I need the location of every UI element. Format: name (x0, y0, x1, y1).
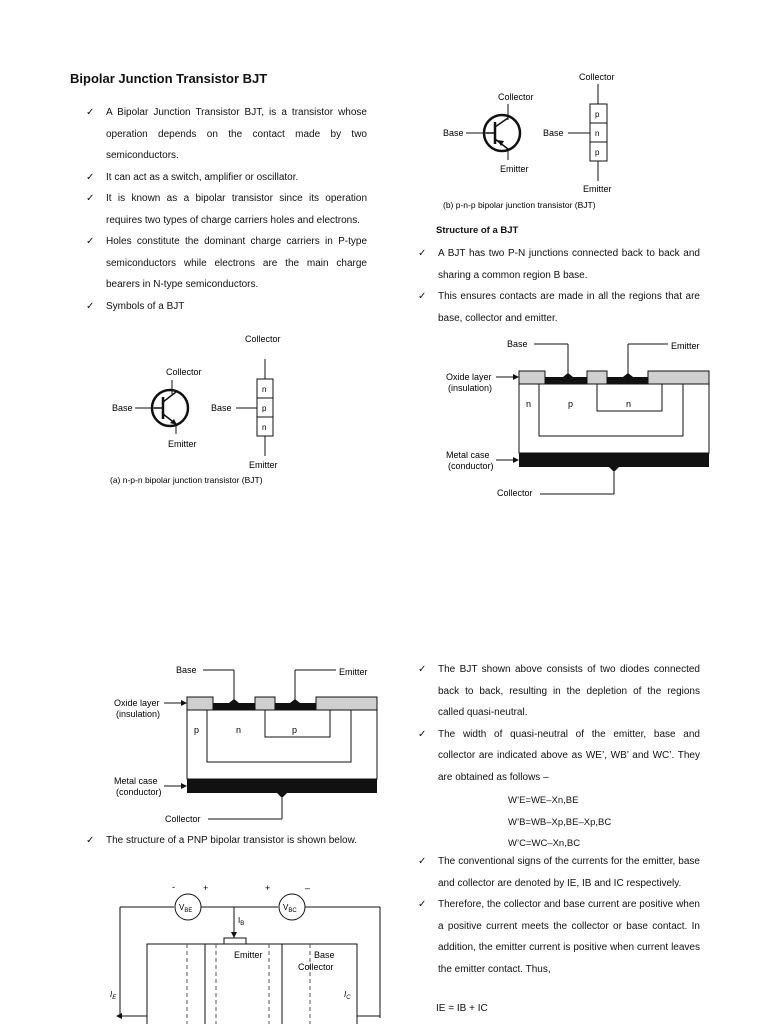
npn-metal-label: Metal case (446, 450, 490, 460)
list-item: ✓ Therefore, the collector and base current are positive when a positive current meets the collector or base contact. In addition, the emitter current is positive when current leaves the emitter contact. Thus, (418, 894, 700, 980)
vbc-sub: BC (288, 908, 297, 914)
pnp-layer: n (595, 129, 600, 138)
vbc-minus: – (305, 883, 311, 893)
pnp-circuit-diagram (112, 880, 387, 1024)
pnp-caption: (b) p-n-p bipolar junction transistor (BJT) (443, 200, 596, 210)
npn-struct-emitter-label: Emitter (671, 341, 700, 351)
svg-text:VBE (179, 903, 192, 914)
pnp-region: p (194, 725, 200, 735)
list-item: ✓ This ensures contacts are made in all the regions that are base, collector and emitter. (418, 286, 700, 329)
pnp-layer: p (595, 148, 600, 157)
pnp-metal-label: Metal case (114, 776, 158, 786)
npn-layer: n (262, 385, 267, 394)
equation-block (508, 790, 611, 855)
npn-layer: n (262, 423, 267, 432)
pnp-oxide-sub: (insulation) (116, 709, 161, 719)
current-equation: IE = IB + IC (436, 1003, 488, 1014)
npn-collector-label: Collector (166, 367, 202, 377)
npn-region: p (568, 399, 574, 409)
npn-caption: (a) n-p-n bipolar junction transistor (BJT) (110, 475, 263, 485)
list-item: ✓ It is known as a bipolar transistor since its operation requires two types of charge carriers holes and electrons. (86, 188, 367, 231)
structure-heading: Structure of a BJT (436, 225, 519, 236)
npn-oxide-label: Oxide layer (446, 372, 492, 382)
pnp-struct-emitter-label: Emitter (339, 667, 368, 677)
circuit-emitter-label: Emitter (234, 950, 263, 960)
pnp-emitter-label: Emitter (500, 164, 529, 174)
npn-metal-sub: (conductor) (448, 461, 494, 471)
pnp-region: p (292, 725, 298, 735)
ib-sub: B (240, 921, 245, 927)
page-title: Bipolar Junction Transistor BJT (70, 71, 268, 86)
circuit-base-label: Base (314, 950, 335, 960)
npn-region: n (626, 399, 632, 409)
npn-symbol-diagram (100, 334, 340, 492)
pnp-struct-base-label: Base (176, 665, 197, 675)
npn-layer: p (262, 404, 267, 413)
pnp-metal-sub: (conductor) (116, 787, 162, 797)
ie-sub: E (112, 995, 117, 1001)
npn-emitter-label: Emitter (168, 439, 197, 449)
list-item: ✓ A Bipolar Junction Transistor BJT, is a transistor whose operation depends on the contact made by two semiconductors. (86, 102, 367, 167)
ib-label: I (238, 916, 241, 925)
pnp-symbol-diagram (438, 68, 678, 218)
quasi-neutral-list (418, 659, 700, 788)
list-item: ✓ The BJT shown above consists of two diodes connected back to back, resulting in the depletion of the regions called quasi-neutral. (418, 659, 700, 724)
vbc-plus: + (265, 883, 271, 893)
pnp-stack-base-label: Base (543, 128, 564, 138)
svg-text:IE (110, 990, 117, 1001)
list-item: ✓ Symbols of a BJT (86, 296, 367, 318)
vbe-sub: BE (184, 908, 193, 914)
npn-oxide-sub: (insulation) (448, 383, 493, 393)
pnp-stack-collector-label: Collector (579, 72, 615, 82)
vbe-minus: - (172, 882, 175, 892)
circuit-collector-label: Collector (298, 962, 334, 972)
vbc-label: V (283, 903, 289, 912)
equation: W’E=WE–Xn,BE (508, 795, 579, 806)
npn-struct-collector-label: Collector (497, 488, 533, 498)
list-item: ✓ The structure of a PNP bipolar transistor is shown below. (86, 830, 367, 852)
npn-region: n (526, 399, 532, 409)
pnp-base-label: Base (443, 128, 464, 138)
npn-stack-collector-label: Collector (245, 334, 281, 344)
equation: W’C=WC–Xn,BC (508, 838, 581, 849)
pnp-region: n (236, 725, 242, 735)
vbe-label: V (179, 903, 185, 912)
ic-sub: C (346, 995, 351, 1001)
vbe-plus: + (203, 883, 209, 893)
svg-text:VBC (283, 903, 297, 914)
npn-base-label: Base (112, 403, 133, 413)
pnp-collector-label: Collector (498, 92, 534, 102)
npn-stack-base-label: Base (211, 403, 232, 413)
npn-stack-emitter-label: Emitter (249, 460, 278, 470)
ie-label: I (110, 990, 113, 999)
svg-text:IB (238, 916, 244, 927)
pnp-list (86, 830, 367, 852)
currents-list (418, 851, 700, 980)
pnp-oxide-label: Oxide layer (114, 698, 160, 708)
structure-list (418, 243, 700, 329)
pnp-layer: p (595, 110, 600, 119)
equation: W’B=WB–Xp,BE–Xp,BC (508, 816, 612, 828)
npn-struct-base-label: Base (507, 339, 528, 349)
pnp-stack-emitter-label: Emitter (583, 184, 612, 194)
intro-list (86, 102, 367, 317)
list-item: ✓ The width of quasi-neutral of the emitter, base and collector are indicated above as WE’, WB’ and WC’. They are obtained as follows – (418, 724, 700, 789)
pnp-structure-diagram (110, 662, 390, 832)
pnp-struct-collector-label: Collector (165, 814, 201, 824)
list-item: ✓ Holes constitute the dominant charge carriers in P-type semiconductors while electrons are the main charge bearers in N-type semiconductors. (86, 231, 367, 296)
ic-label: I (344, 990, 347, 999)
list-item: ✓ It can act as a switch, amplifier or oscillator. (86, 167, 367, 189)
list-item: ✓ A BJT has two P-N junctions connected back to back and sharing a common region B base. (418, 243, 700, 286)
list-item: ✓ The conventional signs of the currents for the emitter, base and collector are denoted by IE, IB and IC respectively. (418, 851, 700, 894)
npn-structure-diagram (440, 336, 720, 506)
